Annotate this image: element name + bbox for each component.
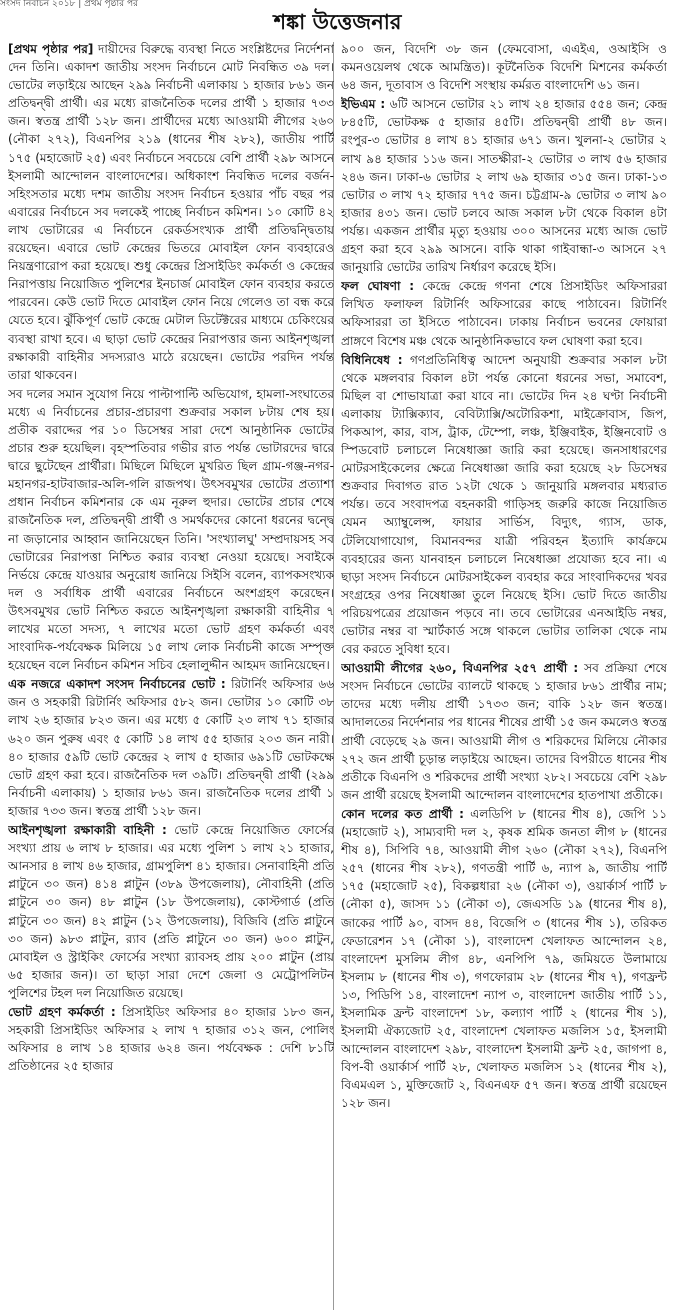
paragraph xyxy=(341,351,667,659)
paragraph xyxy=(341,805,667,1113)
previous-page-fragment: সংসদ নির্বাচন ২০১৮ | প্রথম পৃষ্ঠার পর xyxy=(0,0,139,8)
paragraph-text: গণপ্রতিনিধিত্ব আদেশ অনুযায়ী শুক্রবার সকাল ৮টা থেকে মঙ্গলবার বিকাল ৪টা পর্যন্ত কোনো ধরনের সভা, সমাবেশ, মিছিল বা শোভাযাত্রা করা যাবে না। ভোটের দিন ২৪ ঘণ্টা নির্বাচনী এলাকায় ট্যাক্সিক্যাব, বেবিট্যাক্সি/অটোরিকশা, মাইক্রোবাস, জিপ, পিকআপ, কার, বাস, ট্রাক, টেম্পো, লঞ্চ, ইঞ্জিবাইক, ইঞ্জিনবোট ও স্পিডবোট চলাচলে নিষেধাজ্ঞা জারি করা হয়েছে। জনসাধারণের মোটরসাইকেলের ক্ষেত্রে নিষেধাজ্ঞা জারি করা হয়েছে ২৮ ডিসেম্বর শুক্রবার দিবাগত রাত ১২টা থেকে ১ জানুয়ারি মঙ্গলবার মধ্যরাত পর্যন্ত। তবে সংবাদপত্র বহনকারী গাড়িসহ জরুরি কাজে নিয়োজিত যেমন অ্যাম্বুলেন্স, ফায়ার সার্ভিস, বিদ্যুৎ, গ্যাস, ডাক, টেলিযোগাযোগ, বিমানবন্দর যাত্রী পরিবহন ইত্যাদি কার্যক্রমে ব্যবহারের জন্য যানবাহন চলাচলে নিষেধাজ্ঞা প্রযোজ্য হবে না। এ ছাড়া সংসদ নির্বাচনে মোটরসাইকেল ব্যবহার করে সাংবাদিকদের খবর সংগ্রহের ওপর নিষেধাজ্ঞা তুলে নিয়েছে ইসি। ভোট দিতে জাতীয় পরিচয়পত্রের প্রয়োজন পড়বে না। তবে ভোটারের এনআইডি নম্বর, ভোটার নম্বর বা স্মার্টকার্ড সঙ্গে থাকলে ভোটার তালিকা থেকে নাম বের করতে সুবিধা হবে। xyxy=(341,352,667,657)
headline: শঙ্কা উত্তেজনার xyxy=(273,10,402,34)
paragraph-text: প্রিসাইডিং অফিসার ৪০ হাজার ১৮৩ জন, সহকারী প্রিসাইডিং অফিসার ২ লাখ ৭ হাজার ৩১২ জন, পোলিং অফিসার ৪ লাখ ১৪ হাজার ৬২৪ জন। পর্যবেক্ষক : দেশি ৮১টি প্রতিষ্ঠানের ২৫ হাজার xyxy=(8,1004,334,1074)
paragraph-lead: এক নজরে একাদশ সংসদ নির্বাচনের ভোট : xyxy=(8,677,226,692)
paragraph-text: রিটার্নিং অফিসার ৬৬ জন ও সহকারী রিটার্নিং অফিসার ৫৮২ জন। ভোটার ১০ কোটি ৩৮ লাখ ২৬ হাজার ৮২৩ জন। এর মধ্যে ৫ কোটি ২৩ লাখ ৭১ হাজার ৬২০ জন পুরুষ এবং ৫ কোটি ১৪ লাখ ৫৫ হাজার ২০৩ জন নারী। ৪০ হাজার ৫৯টি ভোট কেন্দ্রের ২ লাখ ৫ হাজার ৬৯১টি ভোটকক্ষে ভোট গ্রহণ করা হবে। রাজনৈতিক দল ৩৯টি। প্রতিদ্বন্দ্বী প্রার্থী (২৯৯ নির্বাচনী এলাকায়) ১ হাজার ৮৬১ জন। রাজনৈতিক দলের প্রার্থী ১ হাজার ৭৩৩ জন। স্বতন্ত্র প্রার্থী ১২৮ জন। xyxy=(8,677,334,818)
paragraph-text: ভোট কেন্দ্রে নিয়োজিত ফোর্সের সংখ্যা প্রায় ৬ লাখ ৮ হাজার। এর মধ্যে পুলিশ ১ লাখ ২১ হাজার, আনসার ৪ লাখ ৪৬ হাজার, গ্রামপুলিশ ৪১ হাজার। সেনাবাহিনী প্রতি প্লাটুনে ৩০ জন) ৪১৪ প্লাটুন (৩৮৯ উপজেলায়), নৌবাহিনী (প্রতি প্লাটুনে ৩০ জন) ৪৮ প্লাটুন (১৮ উপজেলায়), কোস্টগার্ড (প্রতি প্লাটুনে ৩০ জন) ৪২ প্লাটুন (১২ উপজেলায়), বিজিবি (প্রতি প্লাটুনে ৩০ জন) ৯৮৩ প্লাটুন, র‌্যাব (প্রতি প্লাটুনে ৩০ জন) ৬০০ প্লাটুন, মোবাইল ও স্ট্রাইকিং ফোর্সের সংখ্যা র‌্যাবসহ প্রায় ২০০ প্লাটুন (প্রায় ৬৫ হাজার জন)। তা ছাড়া সারা দেশে জেলা ও মেট্রোপলিটন পুলিশের টহল দল নিয়োজিত রয়েছে। xyxy=(8,823,334,1000)
paragraph-text: দায়ীদের বিরুদ্ধে ব্যবস্থা নিতে সংশ্লিষ্টদের নির্দেশনা দেন তিনি। একাদশ জাতীয় সংসদ নির্বাচনে মোট নিবন্ধিত ৩৯ দল। ভোটের লড়াইয়ে আছেন ২৯৯ নির্বাচনী এলাকায় ১ হাজার ৮৬১ জন প্রতিদ্বন্দ্বী প্রার্থী। এর মধ্যে রাজনৈতিক দলের প্রার্থী ১ হাজার ৭৩৩ জন। স্বতন্ত্র প্রার্থী ১২৮ জন। প্রার্থীদের মধ্যে আওয়ামী লীগের ২৬০ (নৌকা ২৭২), বিএনপির ২১৯ (ধানের শীষ ২৮২), জাতীয় পার্টি ১৭৫ (মহাজোট ২৫) এবং নির্বাচনে সবচেয়ে বেশি প্রার্থী ২৯৮ আসনে ইসলামী আন্দোলন বাংলাদেশের। অধিকাংশ নিবন্ধিত দলের বর্জন-সহিংসতার মধ্যে দশম জাতীয় সংসদ নির্বাচন হওয়ার পাঁচ বছর পর এবারের নির্বাচনে সব দলকেই পাচ্ছে নির্বাচন কমিশন। ১০ কোটি ৪২ লাখ ভোটারের এ নির্বাচনে রেকর্ডসংখ্যক প্রার্থী প্রতিদ্বন্দ্বিতায় রয়েছেন। এবারে ভোট কেন্দ্রের ভিতরে মোবাইল ফোন ব্যবহারেও নিয়ন্ত্রণারোপ করা হয়েছে। শুধু কেন্দ্রের প্রিসাইডিং কর্মকর্তা ও কেন্দ্রের নিরাপত্তায় নিয়োজিত পুলিশের ইনচার্জ মোবাইল ফোন ব্যবহার করতে পারবেন। কেউ ভোট দিতে মোবাইল ফোন নিয়ে গেলেও তা বন্ধ করে যেতে হবে। ঝুঁকিপূর্ণ ভোট কেন্দ্রে মেটাল ডিটেক্টরের মাধ্যমে চেকিংয়ের ব্যবস্থা রাখা হবে। এ ছাড়া ভোট কেন্দ্রের নিরাপত্তার জন্য আইনশৃঙ্খলা রক্ষাকারী বাহিনীর সদস্যরাও মাঠে রয়েছেন। ভোটের পরদিন পর্যন্ত তারা থাকবেন। xyxy=(8,42,334,382)
paragraph-text: কেন্দ্রে কেন্দ্রে গণনা শেষে প্রিসাইডিং অফিসাররা লিখিত ফলাফল রিটার্নিং অফিসারের কাছে পাঠাবেন। রিটার্নিং অফিসাররা তা ইসিতে পাঠাবেন। ঢাকায় নির্বাচন ভবনের ফোয়ারা প্রাঙ্গণে বিশেষ মঞ্চ থেকে আনুষ্ঠানিকভাবে ফল ঘোষণা করা হবে। xyxy=(341,279,667,348)
paragraph-lead: ইভিএম : xyxy=(341,97,386,112)
paragraph-lead: বিধিনিষেধ : xyxy=(341,352,403,367)
left-column xyxy=(8,40,334,1312)
paragraph xyxy=(8,40,334,384)
paragraph-text: সব দলের সমান সুযোগ নিয়ে পাল্টাপাল্টি অভিযোগ, হামলা-সংঘাতের মধ্যে এ নির্বাচনের প্রচার-প্রচারণা শুক্রবার সকাল ৮টায় শেষ হয়। প্রতীক বরাদ্দের পর ১০ ডিসেম্বর সারা দেশে আনুষ্ঠানিক ভোটের প্রচার শুরু হয়েছিল। বৃহস্পতিবার গভীর রাত পর্যন্ত ভোটারদের দ্বারে দ্বারে ছুটেছেন প্রার্থীরা। মিছিলে মিছিলে মুখরিত ছিল গ্রাম-গঞ্জ-নগর-মহানগর-হাটবাজার-অলি-গলি রাজপথ। উৎসবমুখর ভোটের প্রত্যাশা প্রধান নির্বাচন কমিশনার কে এম নূরুল হুদার। ভোটের প্রচার শেষে রাজনৈতিক দল, প্রতিদ্বন্দ্বী প্রার্থী ও সমর্থকদের কোনো ধরনের দ্বন্দ্বে না জড়ানোর আহ্বান জানিয়েছেন তিনি। 'সংখ্যালঘু' সম্প্রদায়সহ সব ভোটারের নিরাপত্তা নিশ্চিত করার ব্যবস্থা নেওয়া হয়েছে। সবাইকে নির্ভয়ে কেন্দ্রে যাওয়ার অনুরোধ জানিয়ে সিইসি বলেন, ব্যাপকসংখ্যক দল ও সর্বাধিক প্রার্থী এবারের নির্বাচনে অংশগ্রহণ করেছেন। উৎসবমুখর ভোট নিশ্চিত করতে আইনশৃঙ্খলা রক্ষাকারী বাহিনীর ৭ লাখের মতো সদস্য, ৭ লাখের মতো ভোট গ্রহণ কর্মকর্তা এবং সাংবাদিক-পর্যবেক্ষক মিলিয়ে ১৫ লাখ লোক নির্বাচনী কাজে সম্পৃক্ত হয়েছেন বলে নির্বাচন কমিশন সচিব হেলালুদ্দীন আহমদ জানিয়েছেন। xyxy=(8,386,334,673)
paragraph xyxy=(341,277,667,349)
paragraph-text: এলডিপি ৮ (ধানের শীষ ৪), জেপি ১১ (মহাজোট ২), সাম্যবাদী দল ২, কৃষক শ্রমিক জনতা লীগ ৮ (ধানের শীষ ৪), সিপিবি ৭৪, আওয়ামী লীগ ২৬০ (নৌকা ২৭২), বিএনপি ২৫৭ (ধানের শীষ ২৮২), গণতন্ত্রী পার্টি ৬, ন্যাপ ৯, জাতীয় পার্টি ১৭৫ (মহাজোট ২৫), বিকল্পধারা ২৬ (নৌকা ৩), ওয়ার্কার্স পার্টি ৮ (নৌকা ৫), জাসদ ১১ (নৌকা ৩), জেএসডি ১৯ (ধানের শীষ ৪), জাকের পার্টি ৯০, বাসদ ৪৪, বিজেপি ৩ (ধানের শীষ ১), তরিকত ফেডারেশন ১৭ (নৌকা ১), বাংলাদেশ খেলাফত আন্দোলন ২৪, বাংলাদেশ মুসলিম লীগ ৪৮, এনপিপি ৭৯, জমিয়তে উলামায়ে ইসলাম ৮ (ধানের শীষ ৩), গণফোরাম ২৮ (ধানের শীষ ৭), গণফ্রন্ট ১৩, পিডিপি ১৪, বাংলাদেশ ন্যাপ ৩, বাংলাদেশ জাতীয় পার্টি ১১, ইসলামিক ফ্রন্ট বাংলাদেশ ১৮, কল্যাণ পার্টি ২ (ধানের শীষ ১), ইসলামী ঐক্যজোট ২৫, বাংলাদেশ খেলাফত মজলিস ১৫, ইসলামী আন্দোলন বাংলাদেশ ২৯৮, বাংলাদেশ ইসলামী ফ্রন্ট ২৫, জাগপা ৪, বিপ-বী ওয়ার্কার্স পার্টি ২৮, খেলাফত মজলিস ১২ (ধানের শীষ ২), বিএমএল ১, মুক্তিজোট ২, বিএনএফ ৫৭ জন। স্বতন্ত্র প্রার্থী রয়েছেন ১২৮ জন। xyxy=(341,806,667,1111)
paragraph-text: ৯০০ জন, বিদেশি ৩৮ জন (ফেমবোসা, এএইএ, ওআইসি ও কমনওয়েলথ থেকে আমন্ত্রিত)। কূটনৈতিক বিদেশি মিশনের কর্মকর্তা ৬৪ জন, দূতাবাস ও বিদেশি সংস্থায় কর্মরত বাংলাদেশি ৬১ জন। xyxy=(341,42,667,93)
paragraph-text: সব প্রক্রিয়া শেষে সংসদ নির্বাচনে ভোটের ব্যালটে থাকছে ১ হাজার ৮৬১ প্রার্থীর নাম; তাদের মধ্যে দলীয় প্রার্থী ১৭৩৩ জন; বাকি ১২৮ জন স্বতন্ত্র। আদালতের নির্দেশনার পর ধানের শীষের প্রার্থী ১৫ জন কমলেও স্বতন্ত্র প্রার্থী বেড়েছে ২৯ জন। আওয়ামী লীগ ও শরিকদের মিলিয়ে নৌকার ২৭২ জন প্রার্থী চূড়ান্ত লড়াইয়ে আছেন। তাদের বিপরীতে ধানের শীষ প্রতীকে বিএনপি ও শরিকদের প্রার্থী সংখ্যা ২৮২। সবচেয়ে বেশি ২৯৮ জন প্রার্থী রয়েছে ইসলামী আন্দোলন বাংলাদেশের হাতপাখা প্রতীকে। xyxy=(341,661,667,802)
paragraph-lead: [প্রথম পৃষ্ঠার পর] xyxy=(8,42,94,56)
paragraph xyxy=(8,675,334,820)
paragraph-lead: ভোট গ্রহণ কর্মকর্তা : xyxy=(8,1004,116,1019)
paragraph-lead: আওয়ামী লীগের ২৬০, বিএনপির ২৫৭ প্রার্থী : xyxy=(341,661,579,676)
paragraph xyxy=(8,821,334,1002)
paragraph-lead: ফল ঘোষণা : xyxy=(341,279,415,294)
paragraph xyxy=(341,95,667,276)
paragraph xyxy=(8,385,334,675)
paragraph-text: ৬টি আসনে ভোটার ২১ লাখ ২৪ হাজার ৫৫৪ জন; কেন্দ্র ৮৪৫টি, ভোটকক্ষ ৫ হাজার ৪৫টি। প্রতিদ্বন্দ্বী প্রার্থী ৪৮ জন। রংপুর-৩ ভোটার ৪ লাখ ৪১ হাজার ৬৭১ জন। খুলনা-২ ভোটার ২ লাখ ৯৪ হাজার ১১৬ জন। সাতক্ষীরা-২ ভোটার ৩ লাখ ৫৬ হাজার ২৪৬ জন। ঢাকা-৬ ভোটার ২ লাখ ৬৯ হাজার ৩১৫ জন। ঢাকা-১৩ ভোটার ৩ লাখ ৭২ হাজার ৭৭৫ জন। চট্টগ্রাম-৯ ভোটার ৩ লাখ ৯০ হাজার ৪৩১ জন। ভোট চলবে আজ সকাল ৮টা থেকে বিকাল ৪টা পর্যন্ত। একজন প্রার্থীর মৃত্যু হওয়ায় ৩০০ আসনের মধ্যে আজ ভোট গ্রহণ করা হবে ২৯৯ আসনে। বাকি থাকা গাইবান্ধা-৩ আসনে ২৭ জানুয়ারি ভোটের তারিখ নির্ধারণ করেছে ইসি। xyxy=(341,97,667,275)
paragraph xyxy=(341,659,667,804)
paragraph xyxy=(341,40,667,94)
paragraph xyxy=(8,1003,334,1075)
paragraph-lead: কোন দলের কত প্রার্থী : xyxy=(341,806,464,821)
right-column xyxy=(341,40,667,1312)
paragraph-lead: আইনশৃঙ্খলা রক্ষাকারী বাহিনী : xyxy=(8,823,167,838)
